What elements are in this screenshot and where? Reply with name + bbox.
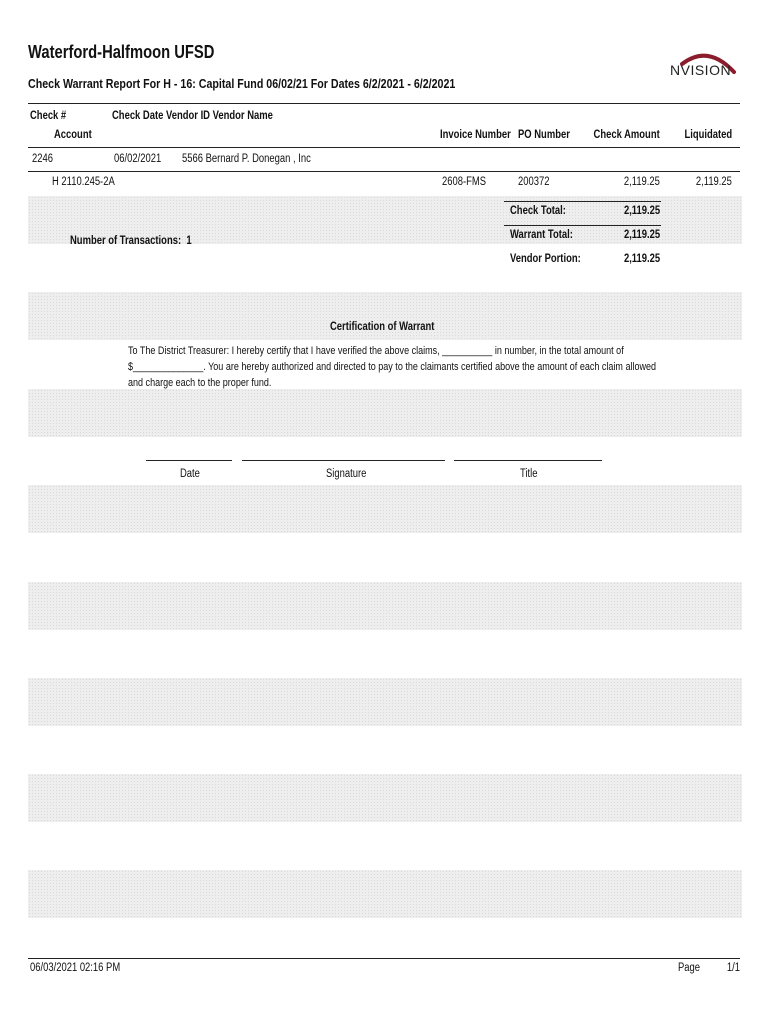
vendor-name: 5566 Bernard P. Donegan , Inc bbox=[182, 153, 311, 165]
title-line bbox=[454, 460, 602, 461]
row-band bbox=[28, 485, 742, 533]
col-invoice-number: Invoice Number bbox=[440, 129, 511, 141]
warrant-total-label: Warrant Total: bbox=[510, 229, 573, 241]
col-check-date-vendor: Check Date Vendor ID Vendor Name bbox=[112, 110, 273, 122]
check-row-rule bbox=[28, 171, 740, 172]
date-line bbox=[146, 460, 232, 461]
row-band bbox=[28, 774, 742, 822]
footer-page-number: 1/1 bbox=[726, 962, 740, 974]
row-band bbox=[28, 678, 742, 726]
check-total-value: 2,119.25 bbox=[623, 205, 660, 217]
report-title: Check Warrant Report For H - 16: Capital Fund 06/02/21 For Dates 6/2/2021 - 6/2/2021 bbox=[28, 76, 456, 91]
check-date: 06/02/2021 bbox=[114, 153, 162, 165]
footer-timestamp: 06/03/2021 02:16 PM bbox=[30, 962, 121, 974]
column-header-rule bbox=[28, 147, 740, 148]
nvision-logo bbox=[668, 50, 738, 82]
warrant-total-value: 2,119.25 bbox=[623, 229, 660, 241]
date-label: Date bbox=[180, 468, 200, 480]
line-po: 200372 bbox=[518, 176, 550, 188]
transactions-count: Number of Transactions: 1 bbox=[70, 235, 192, 247]
col-account: Account bbox=[54, 129, 92, 141]
vendor-portion-label: Vendor Portion: bbox=[510, 253, 581, 265]
check-total-label: Check Total: bbox=[510, 205, 566, 217]
certification-line-3: and charge each to the proper fund. bbox=[128, 377, 272, 389]
row-band bbox=[28, 870, 742, 918]
certification-line-1: To The District Treasurer: I hereby certify that I have verified the above claims, __________ in number, in the total amount of bbox=[128, 345, 624, 357]
certification-heading: Certification of Warrant bbox=[330, 321, 435, 333]
title-label: Title bbox=[520, 468, 538, 480]
line-account: H 2110.245-2A bbox=[52, 176, 115, 188]
footer-page-label: Page bbox=[678, 962, 701, 974]
line-amount: 2,119.25 bbox=[623, 176, 660, 188]
signature-label: Signature bbox=[326, 468, 367, 480]
signature-line bbox=[242, 460, 445, 461]
line-invoice: 2608-FMS bbox=[442, 176, 487, 188]
logo-text: NVISION bbox=[670, 62, 732, 78]
col-liquidated: Liquidated bbox=[684, 129, 732, 141]
col-po-number: PO Number bbox=[518, 129, 570, 141]
org-title: Waterford-Halfmoon UFSD bbox=[28, 42, 215, 62]
row-band bbox=[28, 582, 742, 630]
vendor-portion-value: 2,119.25 bbox=[623, 253, 660, 265]
certification-line-2: $______________. You are hereby authorized and directed to pay to the claimants certified above the amount of each claim allowed bbox=[128, 361, 657, 373]
footer-rule bbox=[28, 958, 740, 959]
col-check-no: Check # bbox=[30, 110, 67, 122]
check-total-rule bbox=[504, 201, 661, 202]
header-rule bbox=[28, 103, 740, 104]
row-band bbox=[28, 389, 742, 437]
warrant-total-rule bbox=[504, 225, 661, 226]
col-check-amount: Check Amount bbox=[593, 129, 660, 141]
line-liquidated: 2,119.25 bbox=[695, 176, 732, 188]
check-number: 2246 bbox=[32, 153, 53, 165]
